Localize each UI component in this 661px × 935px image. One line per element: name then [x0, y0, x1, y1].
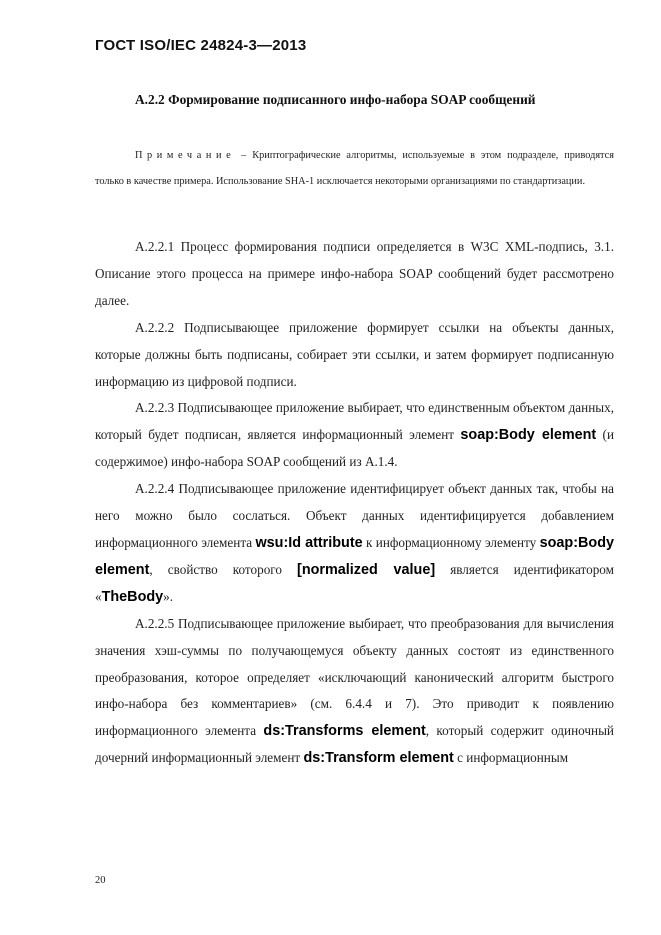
note-block: [95, 143, 614, 194]
paragraph-text: является идентификатором «: [95, 561, 614, 604]
term-ds-transform-element: ds:Transform element: [303, 750, 454, 767]
paragraph-a-2-2-1: [95, 234, 614, 315]
paragraph-text: А.2.2.4 Подписывающее приложение идентифицирует объект данных так, чтобы на него можно было сослаться. Объект данных идентифицируется добавлением информационного элемента: [95, 481, 614, 550]
paragraph-a-2-2-4: [95, 476, 614, 611]
paragraph-text: А.2.2.5 Подписывающее приложение выбирает, что преобразования для вычисления значения хэш-суммы по получающемуся объекту данных состоят из единственного преобразования, которое определяет «исключающий канонический алгоритм быстрого инфо-набора без комментариев» (см. 6.4.4 и 7). Это приводит к появлению информационного элемента: [95, 615, 614, 739]
paragraph-text: , который содержит одиночный дочерний информационный элемент: [95, 723, 614, 766]
paragraph-a-2-2-2: [95, 315, 614, 396]
paragraph-a-2-2-3: [95, 395, 614, 476]
note-text: – Криптографические алгоритмы, используемые в этом подразделе, приводятся только в качестве примера. Использование SHA-1 исключается некоторыми организациями по стандартизации.: [95, 150, 614, 187]
paragraph-text: А.2.2.3 Подписывающее приложение выбирает, что единственным объектом данных, который будет подписан, является информационный элемент: [95, 400, 614, 443]
term-ds-transforms-element: ds:Transforms element: [263, 723, 426, 740]
paragraph-a-2-2-5: [95, 611, 614, 772]
term-normalized-value: [normalized value]: [297, 561, 436, 578]
term-thebody: TheBody: [101, 588, 164, 605]
paragraph-text: А.2.2.1 Процесс формирования подписи определяется в W3C XML-подпись, 3.1. Описание этого процесса на примере инфо-набора SOAP сообщений будет рассмотрено далее.: [95, 239, 614, 308]
note-label: Примечание: [135, 150, 236, 161]
body-text: [95, 234, 614, 772]
term-soap-body-element: soap:Body element: [95, 534, 614, 578]
page-number: 20: [95, 875, 106, 886]
paragraph-text: с информационным: [453, 750, 569, 766]
paragraph-text: ».: [163, 588, 174, 604]
paragraph-text: (и содержимое) инфо-набора SOAP сообщений из А.1.4.: [95, 427, 615, 470]
section-title: А.2.2 Формирование подписанного инфо-набора SOAP сообщений: [135, 92, 536, 107]
document-header: ГОСТ ISO/IEC 24824-3—2013: [95, 37, 307, 54]
term-soap-body-element: soap:Body element: [460, 427, 597, 444]
term-wsu-id-attribute: wsu:Id attribute: [255, 534, 363, 551]
paragraph-text: А.2.2.2 Подписывающее приложение формирует ссылки на объекты данных, которые должны быть подписаны, собирает эти ссылки, и затем формирует подписанную информацию из цифровой подписи.: [95, 319, 614, 389]
paragraph-text: к информационному элементу: [362, 534, 540, 550]
paragraph-text: , свойство которого: [149, 561, 298, 577]
